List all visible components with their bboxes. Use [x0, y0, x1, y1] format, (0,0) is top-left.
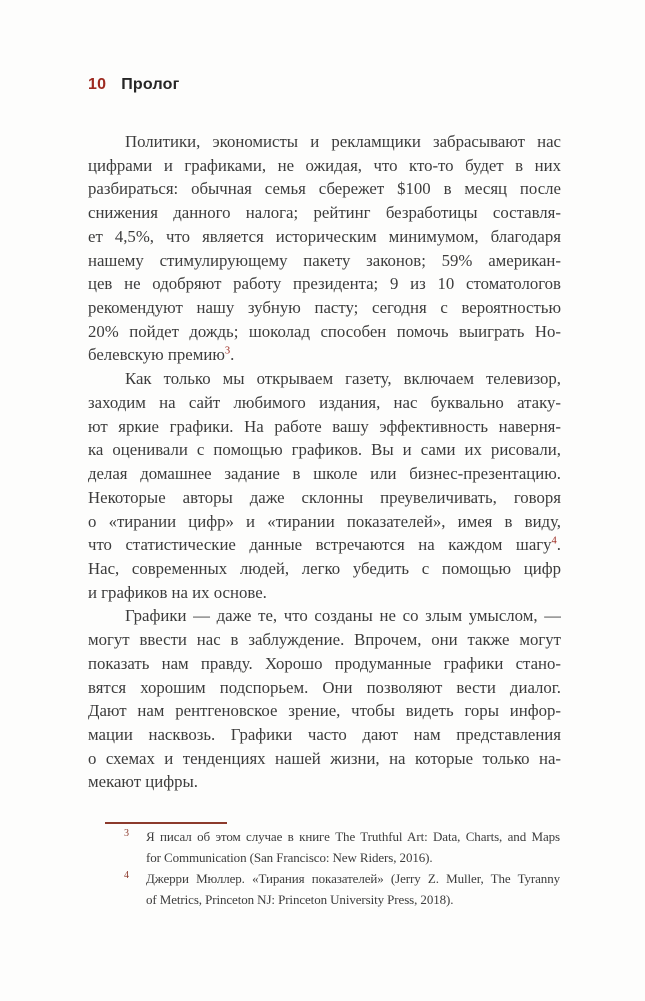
footnote-line: of Metrics, Princeton NJ: Princeton University Press, 2018).: [146, 891, 454, 907]
body-line: [88, 320, 561, 344]
body-line: [88, 343, 561, 367]
body-line: [88, 699, 561, 723]
footnote-line: Джерри Мюллер. «Тирания показателей» (Jerry Z. Muller, The Tyranny: [146, 870, 560, 886]
footnote-marker: 4: [124, 869, 129, 881]
text-segment: цев не одобряют работу президента; 9 из 10 стоматологов: [88, 274, 561, 294]
body-line: [88, 249, 561, 273]
body-line: [88, 130, 561, 154]
body-line: [88, 296, 561, 320]
text-segment: Нас, современных людей, легко убедить с помощью цифр: [88, 558, 561, 578]
running-head: [88, 76, 179, 94]
text-segment: что статистические данные встречаются на каждом шагу: [88, 535, 552, 555]
text-segment: рекомендуют нашу зубную пасту; сегодня с вероятностью: [88, 298, 561, 318]
footnote-ref: 4: [551, 535, 557, 547]
body-line: [88, 747, 561, 771]
footnote-ref: 3: [224, 345, 231, 357]
text-segment: Дают нам рентгеновское зрение, чтобы видеть горы инфор-: [88, 701, 561, 721]
footnote-line: for Communication (San Francisco: New Riders, 2016).: [146, 849, 433, 865]
body-line: [88, 510, 561, 534]
body-line: [88, 628, 561, 652]
text-segment: заходим на сайт любимого издания, нас буквально атаку-: [88, 392, 561, 412]
footnote-item: [88, 827, 560, 869]
body-line: [88, 723, 561, 747]
body-line: [88, 770, 561, 794]
text-segment: нашему стимулирующему пакету законов; 59% американ-: [88, 250, 561, 270]
text-segment: .: [556, 535, 561, 555]
body-line: [88, 225, 561, 249]
text-segment: и графиков на их основе.: [88, 582, 267, 602]
body-text: [88, 130, 561, 794]
text-segment: мекают цифры.: [88, 772, 198, 792]
text-segment: разбираться: обычная семья сбережет $100 в месяц после: [88, 179, 561, 199]
chapter-title: Пролог: [121, 76, 180, 93]
body-line: [88, 154, 561, 178]
body-line: [88, 581, 561, 605]
body-line: [88, 367, 561, 391]
text-segment: ка оценивали с помощью графиков. Вы и сами их рисовали,: [88, 440, 561, 460]
text-segment: ет 4,5%, что является историческим минимумом, благодаря: [88, 226, 561, 246]
footnote-divider: [105, 822, 227, 824]
body-line: [88, 652, 561, 676]
text-segment: .: [230, 345, 235, 365]
body-line: [88, 272, 561, 296]
text-segment: цифрами и графиками, не ожидая, что кто-то будет в них: [88, 155, 561, 175]
body-line: [88, 486, 561, 510]
body-line: [88, 415, 561, 439]
text-segment: вятся хорошим подспорьем. Они позволяют вести диалог.: [88, 677, 561, 697]
text-segment: 20% пойдет дождь; шоколад способен помочь выиграть Но-: [88, 321, 561, 341]
body-line: [88, 533, 561, 557]
text-segment: о схемах и тенденциях нашей жизни, на которые только на-: [88, 748, 561, 768]
text-segment: ют яркие графики. На работе вашу эффективность наверня-: [88, 416, 561, 436]
text-segment: снижения данного налога; рейтинг безработицы составля-: [88, 203, 561, 223]
text-segment: делая домашнее задание в школе или бизнес-презентацию.: [88, 464, 561, 484]
text-segment: Графики — даже те, что созданы не со злым умыслом, —: [125, 606, 561, 626]
text-segment: Политики, экономисты и рекламщики забрасывают нас: [125, 132, 561, 151]
text-segment: мации насквозь. Графики часто дают нам представления: [88, 724, 561, 744]
body-line: [88, 604, 561, 628]
page-number: 10: [88, 76, 107, 93]
body-line: [88, 177, 561, 201]
body-line: [88, 676, 561, 700]
text-segment: могут ввести нас в заблуждение. Впрочем, они также могут: [88, 630, 561, 650]
body-line: [88, 391, 561, 415]
text-segment: показать нам правду. Хорошо продуманные графики стано-: [88, 653, 561, 673]
body-line: [88, 557, 561, 581]
text-segment: белевскую премию: [88, 345, 225, 365]
body-line: [88, 201, 561, 225]
text-segment: Некоторые авторы даже склонны преувеличивать, говоря: [88, 487, 561, 507]
body-line: [88, 462, 561, 486]
footnote-marker: 3: [124, 828, 129, 839]
footnote-item: [88, 869, 560, 911]
footnote-line: Я писал об этом случае в книге The Truthful Art: Data, Charts, and Maps: [146, 829, 560, 844]
text-segment: Как только мы открываем газету, включаем телевизор,: [125, 369, 561, 389]
body-line: [88, 438, 561, 462]
text-segment: о «тирании цифр» и «тирании показателей», имея в виду,: [88, 511, 561, 531]
footnotes-list: [88, 827, 560, 911]
